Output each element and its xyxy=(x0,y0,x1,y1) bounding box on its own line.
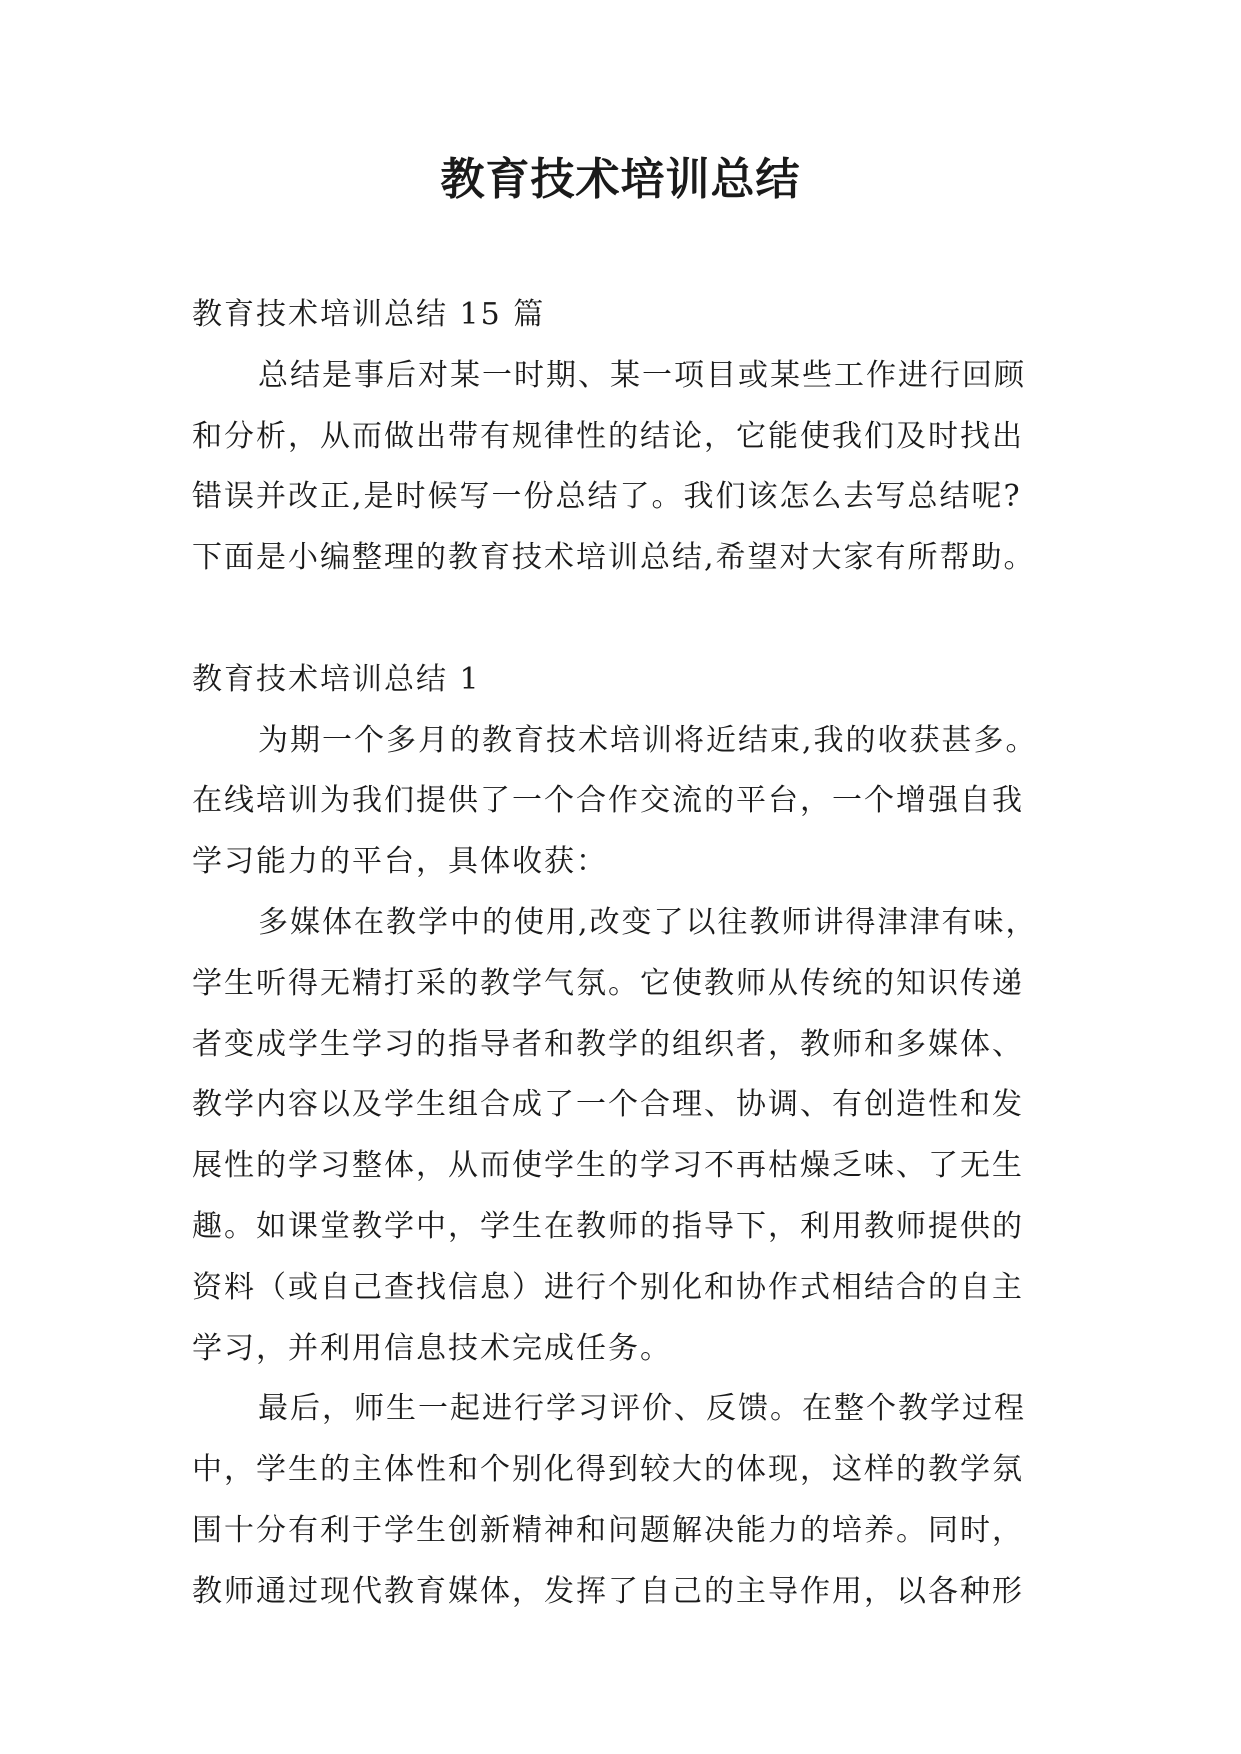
intro-line: 和分析，从而做出带有规律性的结论，它能使我们及时找出 xyxy=(192,418,1024,454)
paragraph-line: 趣。如课堂教学中，学生在教师的指导下，利用教师提供的 xyxy=(192,1208,1024,1244)
paragraph-line: 多媒体在教学中的使用,改变了以往教师讲得津津有味， xyxy=(258,904,1038,940)
document-subtitle: 教育技术培训总结 15 篇 xyxy=(192,297,546,332)
paragraph-line: 为期一个多月的教育技术培训将近结束,我的收获甚多。 xyxy=(258,722,1038,758)
paragraph-line: 教师通过现代教育媒体，发挥了自己的主导作用，以各种形 xyxy=(192,1573,1024,1609)
intro-line: 错误并改正,是时候写一份总结了。我们该怎么去写总结呢? xyxy=(192,479,1022,515)
intro-line: 下面是小编整理的教育技术培训总结,希望对大家有所帮助。 xyxy=(192,540,1036,576)
paragraph-line: 学生听得无精打采的教学气氛。它使教师从传统的知识传递 xyxy=(192,965,1024,1001)
paragraph-line: 中，学生的主体性和个别化得到较大的体现，这样的教学氛 xyxy=(192,1452,1024,1488)
document-title: 教育技术培训总结 xyxy=(440,154,801,205)
paragraph-line: 学习能力的平台，具体收获： xyxy=(192,844,608,880)
paragraph-line: 最后，师生一起进行学习评价、反馈。在整个教学过程 xyxy=(258,1391,1026,1427)
paragraph-line: 在线培训为我们提供了一个合作交流的平台，一个增强自我 xyxy=(192,783,1024,819)
section-heading: 教育技术培训总结 1 xyxy=(192,661,481,697)
document-body xyxy=(192,285,1062,1623)
paragraph-line: 展性的学习整体，从而使学生的学习不再枯燥乏味、了无生 xyxy=(192,1148,1024,1184)
paragraph-line: 围十分有利于学生创新精神和问题解决能力的培养。同时， xyxy=(192,1512,1024,1548)
paragraph-gap xyxy=(192,589,1062,650)
paragraph-line: 教学内容以及学生组合成了一个合理、协调、有创造性和发 xyxy=(192,1087,1024,1123)
paragraph-line: 者变成学生学习的指导者和教学的组织者，教师和多媒体、 xyxy=(192,1026,1024,1062)
intro-line: 总结是事后对某一时期、某一项目或某些工作进行回顾 xyxy=(258,357,1026,393)
paragraph-line: 资料（或自己查找信息）进行个别化和协作式相结合的自主 xyxy=(192,1269,1024,1305)
paragraph-line: 学习，并利用信息技术完成任务。 xyxy=(192,1330,672,1366)
